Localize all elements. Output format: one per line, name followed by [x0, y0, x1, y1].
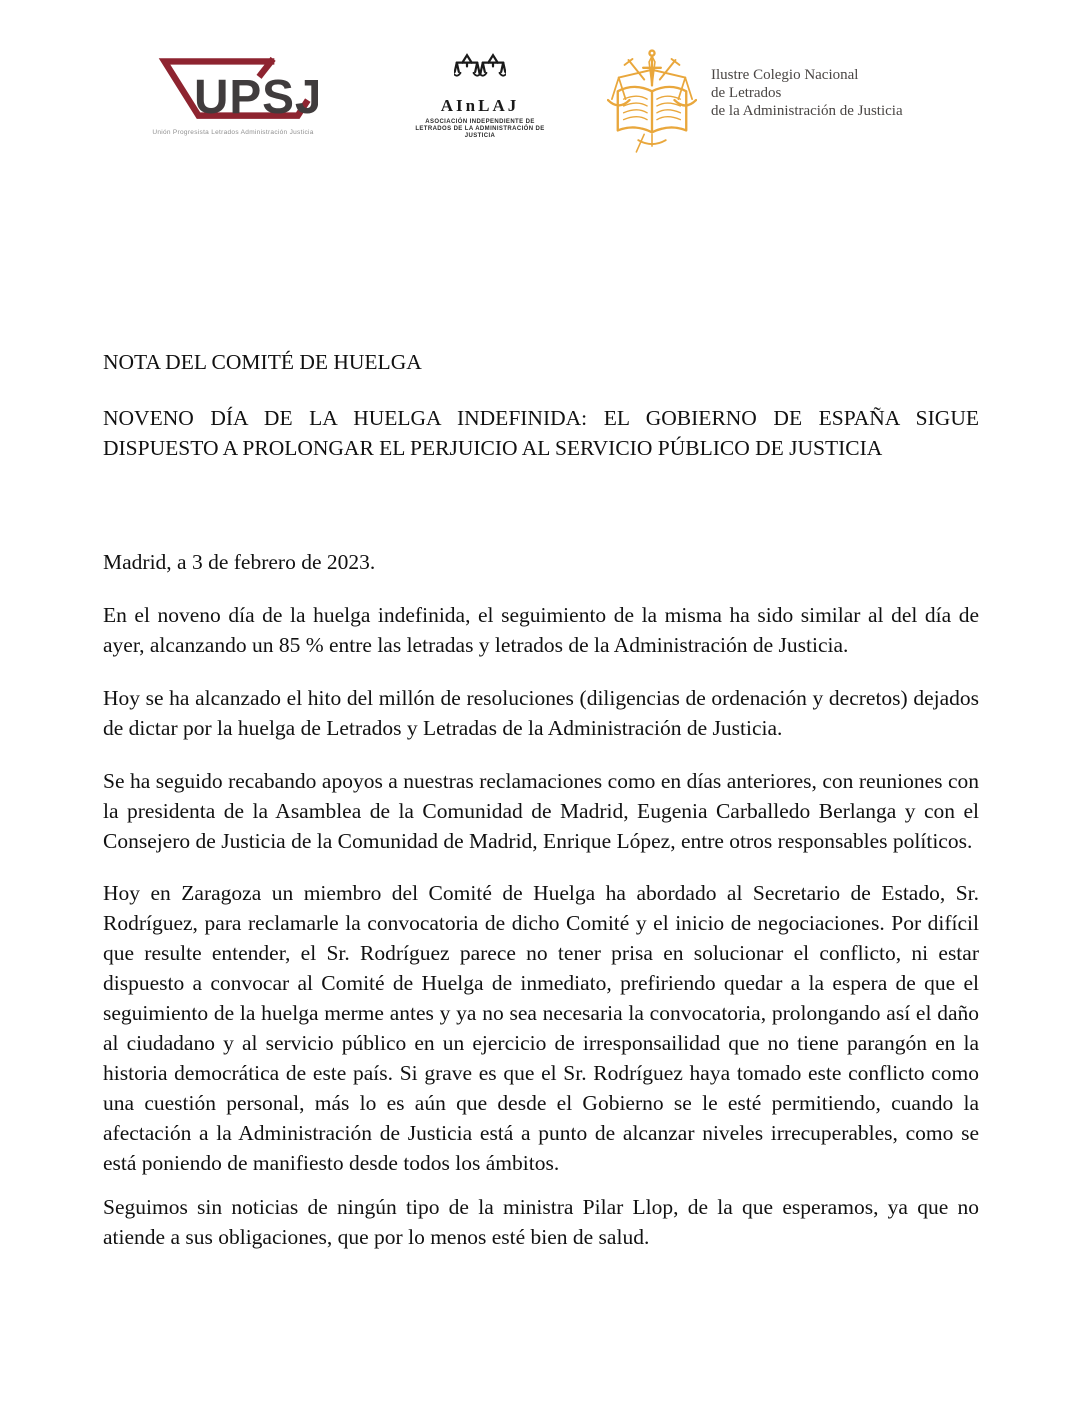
colegio-name-line2: de Letrados: [711, 85, 782, 101]
upsj-logo-mark-icon: [148, 55, 318, 123]
upsj-logo: [148, 55, 318, 136]
kicker-title: NOTA DEL COMITÉ DE HUELGA: [103, 350, 422, 374]
colegio-name: [711, 66, 903, 120]
paragraph: Se ha seguido recabando apoyos a nuestras reclamaciones como en días anteriores, con reuniones con la presidenta de la Asamblea de la Comunidad de Madrid, Eugenia Carballedo Berlanga y con el Consejero de Justicia de la Comunidad de Madrid, Enrique López, entre otros responsables políticos.: [103, 769, 979, 853]
paragraph: Seguimos sin noticias de ningún tipo de la ministra Pilar Llop, de la que esperamos, ya que no atiende a sus obligaciones, que por lo menos esté bien de salud.: [103, 1195, 979, 1249]
colegio-name-line3: de la Administración de Justicia: [711, 103, 903, 119]
paragraph: Hoy en Zaragoza un miembro del Comité de Huelga ha abordado al Secretario de Estado, Sr. Rodríguez, para reclamarle la convocatoria de dicho Comité y el inicio de negociaciones. Por difícil que resulte entender, el Sr. Rodríguez parece no tener prisa en solucionar el conflicto, ni estar dispuesto a convocar al Comité de Huelga de inmediato, prefiriendo quedar a la espera de que el seguimiento de la huelga merme antes y ya no sea necesaria la convocatoria, prolongando así el daño al ciudadano y al servicio público en un ejercicio de irresponsailidad que no tiene parangón en la historia democrática de este país. Si grave es que el Sr. Rodríguez haya tomado este conflicto como una cuestión personal, más lo es aún que desde el Gobierno se le esté permitiendo, cuando la afectación a la Administración de Justicia está a punto de alcanzar niveles irrecuperables, como se está poniendo de manifiesto desde todos los ámbitos.: [103, 881, 979, 1175]
colegio-name-line1: Ilustre Colegio Nacional: [711, 67, 859, 83]
upsj-tagline: Unión Progresista Letrados Administración Justicia: [152, 129, 314, 136]
document-body: [103, 347, 979, 1252]
dateline: Madrid, a 3 de febrero de 2023.: [103, 550, 376, 574]
paragraph: En el noveno día de la huelga indefinida, el seguimiento de la misma ha sido similar al del día de ayer, alcanzando un 85 % entre las letradas y letrados de la Administración de Justicia.: [103, 603, 979, 657]
paragraph: Hoy se ha alcanzado el hito del millón de resoluciones (diligencias de ordenación y decretos) dejados de dictar por la huelga de Letrados y Letradas de la Administración de Justicia.: [103, 686, 979, 740]
svg-text:UPSJ: UPSJ: [193, 70, 318, 123]
ainlaj-tagline: ASOCIACIÓN INDEPENDIENTE DE LETRADOS DE LA ADMINISTRACIÓN DE JUSTICIA: [415, 119, 545, 139]
headline: NOVENO DÍA DE LA HUELGA INDEFINIDA: EL GOBIERNO DE ESPAÑA SIGUE DISPUESTO A PROLONGAR EL PERJUICIO AL SERVICIO PÚBLICO DE JUSTICIA: [103, 406, 979, 460]
ainlaj-logo: [410, 53, 550, 140]
colegio-logo: [607, 48, 903, 160]
ainlaj-acronym: AInLAJ: [440, 96, 520, 115]
book-scales-sword-emblem-icon: [607, 48, 697, 160]
double-scales-icon: [454, 53, 506, 89]
